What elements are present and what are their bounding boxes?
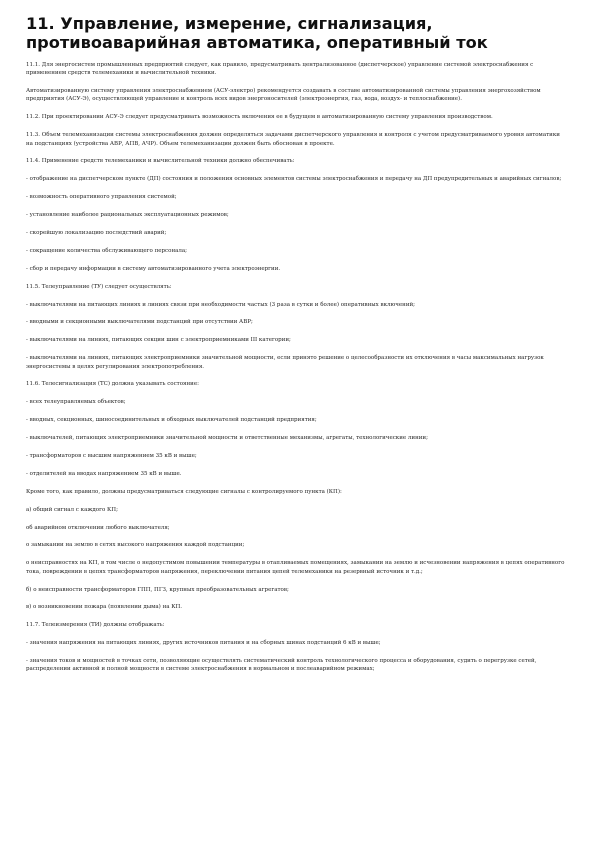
paragraph-11-7: 11.7. Телеизмерения (ТИ) должны отображать: (26, 622, 165, 629)
paragraph-kp-signals: Кроме того, как правило, должны предусматриваться следующие сигналы с контролируемого пункта (КП): (26, 488, 342, 495)
list-item: - выключателями на линиях, питающих секции шин с электроприемниками III категории; (26, 337, 291, 344)
list-item: - отделителей на вводах напряжением 35 кВ и выше. (26, 470, 182, 477)
list-item: а) общий сигнал с каждого КП; (26, 506, 118, 513)
list-item: - отображение на диспетчерском пункте (ДП) состояния и положения основных элементов системы электроснабжения и передачу на ДП предупредительных и аварийных сигналов; (26, 176, 562, 183)
paragraph-asu-electro: Автоматизированную систему управления электроснабжением (АСУ-электро) рекомендуется создавать в составе автоматизированной системы управления энергохозяйством предприятия (АСУ-Э), осуществляющей управление и контроль всех видов энергоносителей (электроэнергия, газ, вода, воздух- и теплоснабжение). (26, 88, 541, 103)
list-item: о замыкании на землю в сетях высокого напряжения каждой подстанции; (26, 542, 245, 549)
list-item: - выключателями на питающих линиях и линиях связи при необходимости частых (3 раза в сутки и более) оперативных включений; (26, 301, 416, 308)
list-item: - скорейшую локализацию последствий аварий; (26, 230, 167, 237)
list-item: б) о неисправности трансформаторов ГПП, ПГЗ, крупных преобразовательных агрегатов; (26, 586, 289, 593)
paragraph-11-2: 11.2. При проектировании АСУ-Э следует предусматривать возможность включения ее в будущем в автоматизированную систему управления производством. (26, 114, 493, 121)
paragraph-11-6: 11.6. Телесигнализация (ТС) должна указывать состояние: (26, 381, 199, 388)
paragraph-11-3: 11.3. Объем телемеханизации системы электроснабжения должен определяться задачами диспетчерского управления и контроля с учетом предусматриваемого уровня автоматики на подстанциях (устройства АВР, АПВ, АЧР). Объем телемеханизации должен быть обоснован в проекте. (26, 132, 560, 147)
list-item: - выключателей, питающих электроприемники значительной мощности и ответственные механизмы, агрегаты, технологические линии; (26, 435, 428, 442)
paragraph-11-1: 11.1. Для энергосистем промышленных предприятий следует, как правило, предусматривать централизованное (диспетчерское) управление системой электроснабжения с применением средств телемеханики и вычислительной техники. (26, 62, 534, 77)
paragraph-11-4: 11.4. Применение средств телемеханики и вычислительной техники должно обеспечивать: (26, 158, 295, 165)
document-body (26, 61, 565, 674)
list-item: - сбор и передачу информации в систему автоматизированного учета электроэнергии. (26, 265, 281, 272)
list-item: о неисправностях на КП, в том числе о недопустимом повышении температуры в отапливаемых помещениях, замыкании на землю и исчезновении напряжения в цепях оперативного тока, повреждении в цепях трансформаторов напряжения, переключении питания цепей телемеханики на резервный источник и т.д.; (26, 560, 565, 575)
list-item: - возможность оперативного управления системой; (26, 194, 177, 201)
list-item: - сокращение количества обслуживающего персонала; (26, 247, 188, 254)
list-item: - вводными и секционными выключателями подстанций при отсутствии АВР; (26, 319, 253, 326)
list-item: - значения напряжения на питающих линиях, других источников питания и на сборных шинах подстанций 6 кВ и выше; (26, 640, 381, 647)
page-title: 11. Управление, измерение, сигнализация, противоаварийная автоматика, оперативный ток (26, 14, 488, 52)
list-item: - всех телеуправляемых объектов; (26, 399, 126, 406)
list-item: - установление наиболее рациональных эксплуатационных режимов; (26, 212, 229, 219)
list-item: об аварийном отключении любого выключателя; (26, 524, 170, 531)
list-item: - вводных, секционных, шиносоединительных и обходных выключателей подстанций предприятия; (26, 417, 317, 424)
list-item: в) о возникновении пожара (появлении дыма) на КП. (26, 604, 183, 611)
paragraph-11-5: 11.5. Телеуправление (ТУ) следует осуществлять: (26, 283, 172, 290)
list-item: - трансформаторов с высшим напряжением 35 кВ и выше; (26, 453, 197, 459)
list-item: - выключателями на линиях, питающих электроприемники значительной мощности, если принято решение о целесообразности их отключения в часы максимальных нагрузок энергосистемы в целях регулирования электропотребления. (26, 355, 544, 370)
list-item: - значения токов и мощностей в точках сети, позволяющие осуществлять систематический контроль технологического процесса и оборудования, судить о перегрузке сетей, распределении активной и полной мощности в системе электроснабжения в нормальном и послеаварийном режимах; (26, 658, 537, 673)
